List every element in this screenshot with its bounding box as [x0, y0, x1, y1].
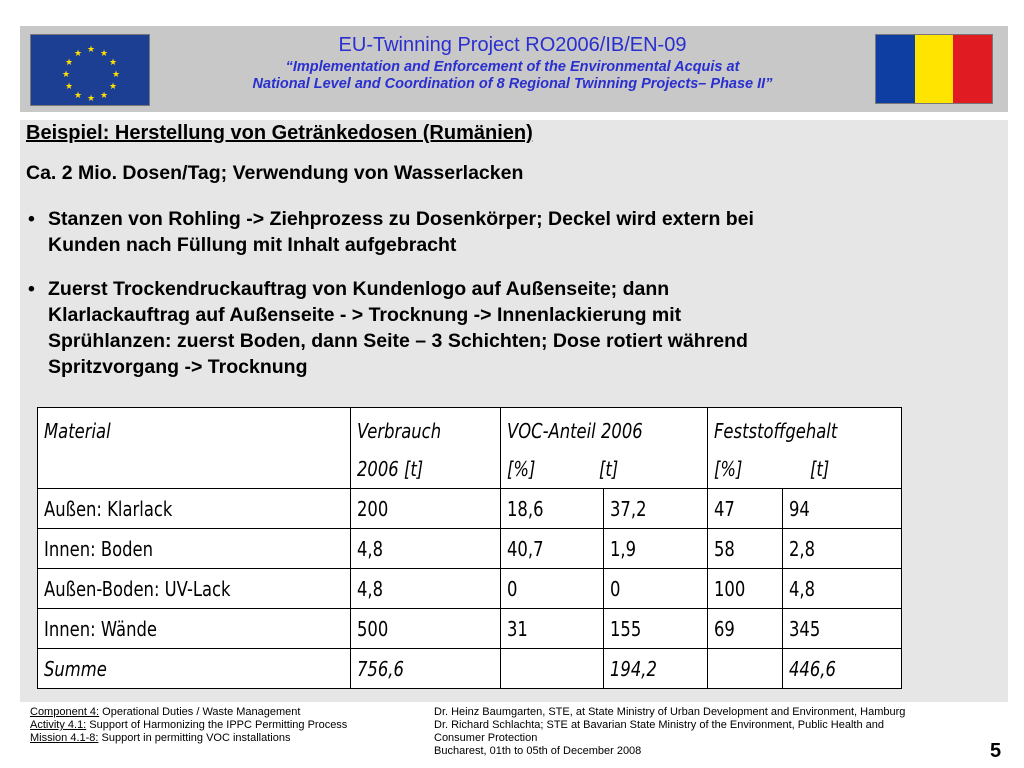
slide-subtitle: Ca. 2 Mio. Dosen/Tag; Verwendung von Wasserlacken	[26, 162, 524, 184]
bullet-icon: •	[28, 208, 35, 230]
header-banner	[20, 26, 1008, 112]
table-cell: Innen: Boden	[38, 529, 351, 569]
bullet-list	[26, 206, 996, 398]
table-cell: Außen-Boden: UV-Lack	[38, 569, 351, 609]
table-cell: 200	[351, 489, 501, 529]
table-cell: 40,7	[501, 529, 604, 569]
table-cell: 1,9	[604, 529, 708, 569]
table-cell: Außen: Klarlack	[38, 489, 351, 529]
table-cell: Summe	[38, 649, 351, 689]
project-title: EU-Twinning Project RO2006/IB/EN-09	[338, 34, 687, 56]
footer-author-2-cont: Consumer Protection	[434, 732, 538, 744]
bullet-icon: •	[28, 278, 35, 300]
eu-flag-icon	[30, 34, 150, 106]
bullet-line: Klarlackauftrag auf Außenseite - > Trocknung -> Innenlackierung mit	[48, 304, 682, 326]
footer-mission: Mission 4.1-8: Support in permitting VOC installations	[30, 732, 291, 744]
svg-text:★: ★	[99, 91, 109, 101]
project-subtitle-line2: National Level and Coordination of 8 Regional Twinning Projects– Phase II”	[252, 76, 773, 92]
table-cell	[501, 649, 604, 689]
voc-table	[37, 407, 902, 689]
page-number: 5	[990, 740, 1002, 762]
svg-text:★: ★	[73, 49, 83, 59]
footer-component: Component 4: Operational Duties / Waste Management	[30, 706, 301, 718]
svg-text:★: ★	[108, 82, 118, 92]
bullet-line: Stanzen von Rohling -> Ziehprozess zu Dosenkörper; Deckel wird extern bei	[48, 208, 754, 230]
table-sum-row	[38, 649, 902, 689]
table-row	[38, 489, 902, 529]
header-voc: VOC-Anteil 2006 [%] [t]	[501, 408, 708, 489]
footer-left	[30, 706, 430, 745]
header-feststoff: Feststoffgehalt [%] [t]	[708, 408, 902, 489]
romania-flag-icon	[875, 34, 993, 104]
table-cell: 37,2	[604, 489, 708, 529]
bullet-line: Zuerst Trockendruckauftrag von Kundenlogo auf Außenseite; dann	[48, 278, 670, 300]
table-cell: 4,8	[351, 569, 501, 609]
table-row	[38, 529, 902, 569]
table-cell: Innen: Wände	[38, 609, 351, 649]
table-cell: 4,8	[351, 529, 501, 569]
table-cell: 194,2	[604, 649, 708, 689]
table-cell	[708, 649, 783, 689]
svg-text:★: ★	[111, 70, 121, 80]
table-cell: 100	[708, 569, 783, 609]
table-cell: 446,6	[783, 649, 902, 689]
bullet-line: Spritzvorgang -> Trocknung	[48, 356, 308, 378]
slide-title: Beispiel: Herstellung von Getränkedosen (Rumänien)	[26, 122, 533, 144]
svg-text:★: ★	[64, 82, 74, 92]
bullet-item	[26, 206, 996, 258]
table-cell: 47	[708, 489, 783, 529]
svg-text:★: ★	[61, 70, 71, 80]
table-cell: 31	[501, 609, 604, 649]
bullet-line: Sprühlanzen: zuerst Boden, dann Seite – 3 Schichten; Dose rotiert während	[48, 330, 748, 352]
table-cell: 58	[708, 529, 783, 569]
svg-text:★: ★	[73, 91, 83, 101]
slide-content	[20, 120, 1008, 702]
table-cell: 94	[783, 489, 902, 529]
bullet-item	[26, 276, 996, 380]
svg-text:★: ★	[86, 94, 96, 104]
footer-right	[434, 706, 994, 758]
footer-author-2: Dr. Richard Schlachta; STE at Bavarian State Ministry of the Environment, Public Health and	[434, 719, 884, 731]
table-cell: 345	[783, 609, 902, 649]
table-cell: 155	[604, 609, 708, 649]
table-cell: 500	[351, 609, 501, 649]
header-material: Material	[38, 408, 351, 489]
bullet-line: Kunden nach Füllung mit Inhalt aufgebracht	[48, 234, 457, 256]
footer-activity: Activity 4.1: Support of Harmonizing the IPPC Permitting Process	[30, 719, 348, 731]
table-cell: 18,6	[501, 489, 604, 529]
table-row	[38, 569, 902, 609]
header-verbrauch: Verbrauch 2006 [t]	[351, 408, 501, 489]
footer-date: Bucharest, 01th to 05th of December 2008	[434, 745, 642, 757]
table-header-row	[38, 408, 902, 489]
svg-text:★: ★	[64, 58, 74, 68]
table-cell: 2,8	[783, 529, 902, 569]
table-cell: 0	[501, 569, 604, 609]
svg-text:★: ★	[108, 58, 118, 68]
table-cell: 0	[604, 569, 708, 609]
table-cell: 69	[708, 609, 783, 649]
table-cell: 756,6	[351, 649, 501, 689]
project-subtitle-line1: “Implementation and Enforcement of the Environmental Acquis at	[285, 59, 740, 75]
svg-text:★: ★	[86, 45, 96, 55]
table-row	[38, 609, 902, 649]
footer-author-1: Dr. Heinz Baumgarten, STE, at State Ministry of Urban Development and Environment, Hamburg	[434, 706, 906, 718]
table-cell: 4,8	[783, 569, 902, 609]
svg-text:★: ★	[99, 49, 109, 59]
